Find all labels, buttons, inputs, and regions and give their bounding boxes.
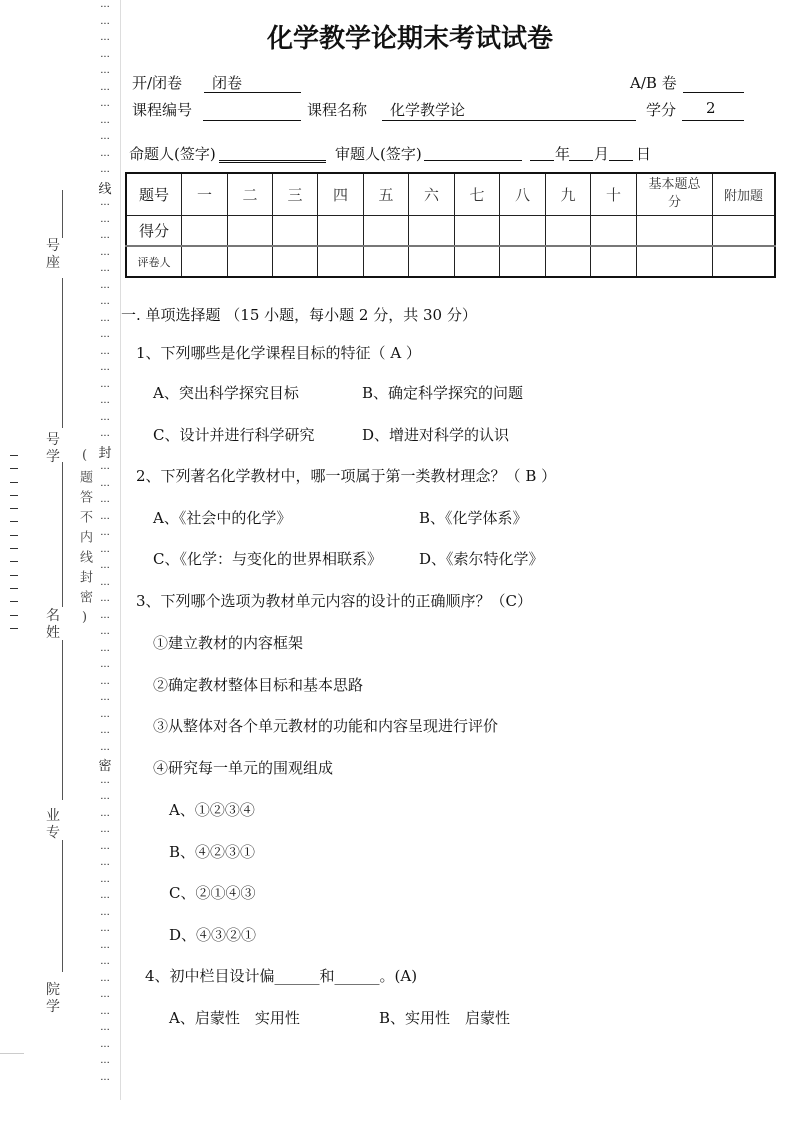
open-closed-value: 闭卷: [212, 74, 243, 92]
score-header-cell: 十: [591, 173, 637, 215]
score-input-cell[interactable]: [273, 246, 318, 277]
student-number-label: 号学: [46, 432, 60, 465]
answer-option: A、《社会中的化学》: [153, 509, 292, 527]
score-row-label: 评卷人: [126, 246, 182, 277]
dot-segment: ···: [100, 348, 110, 360]
score-input-cell[interactable]: [591, 246, 637, 277]
dot-segment: ···: [100, 959, 110, 970]
course-code-label: 课程编号: [132, 101, 193, 119]
answer-option: B、④②③①: [169, 843, 256, 861]
dot-segment: ···: [100, 398, 110, 409]
year-label: 年: [555, 145, 571, 163]
step-item: ③从整体对各个单元教材的功能和内容呈现进行评价: [153, 717, 499, 735]
dot-segment: ···: [100, 1058, 110, 1069]
dot-segment: ···: [100, 249, 110, 261]
dot-segment: ···: [100, 893, 110, 904]
dot-segment: ···: [100, 365, 110, 376]
answer-option: C、设计并进行科学研究: [153, 426, 315, 444]
dash: [10, 548, 18, 561]
score-input-cell[interactable]: [455, 246, 500, 277]
dot-segment: ···: [100, 563, 110, 574]
score-input-cell[interactable]: [182, 246, 228, 277]
step-item: ①建立教材的内容框架: [153, 634, 304, 652]
score-header-cell: 八: [500, 173, 546, 215]
dot-segment: ···: [100, 134, 110, 145]
dot-segment: ···: [100, 1041, 110, 1053]
dash: [10, 615, 18, 628]
section-heading: 一. 单项选择题 （15 小题，每小题 2 分，共 30 分）: [121, 306, 477, 324]
dot-segment: ···: [100, 513, 110, 525]
dot-segment: ···: [100, 266, 110, 277]
dot-segment: ···: [100, 431, 110, 442]
seal-line-mark: 线: [98, 181, 112, 197]
answer-option: D、④③②①: [169, 926, 257, 944]
margin-dashes: [10, 455, 20, 641]
dot-segment: ···: [100, 629, 110, 640]
dot-segment: ···: [100, 810, 110, 822]
dot-segment: ···: [100, 728, 110, 739]
dot-segment: ···: [100, 51, 110, 63]
dot-segment: ···: [100, 546, 110, 558]
score-input-cell[interactable]: [182, 215, 228, 246]
seat-number-label: 号座: [46, 238, 60, 271]
course-name-value: 化学教学论: [390, 101, 466, 119]
dash: [10, 561, 18, 574]
year-field[interactable]: [530, 159, 554, 161]
score-input-cell[interactable]: [318, 215, 364, 246]
margin-line: [62, 462, 63, 607]
score-input-cell[interactable]: [409, 246, 455, 277]
answer-option: D、增进对科学的认识: [362, 426, 510, 444]
score-input-cell[interactable]: [637, 215, 713, 246]
seal-line-mark: 封: [98, 445, 112, 461]
score-input-cell[interactable]: [409, 215, 455, 246]
answer-option: C、《化学：与变化的世界相联系》: [153, 550, 382, 568]
score-row-label: 得分: [126, 215, 182, 246]
day-field[interactable]: [609, 159, 633, 161]
dot-segment: ···: [100, 843, 110, 855]
dot-segment: ···: [100, 794, 110, 805]
score-input-cell[interactable]: [713, 215, 776, 246]
dot-segment: ···: [100, 2, 110, 13]
score-input-cell[interactable]: [546, 215, 591, 246]
underline: [683, 91, 744, 93]
score-header-cell: 九: [546, 173, 591, 215]
reviewer-label: 审题人(签字): [335, 145, 422, 163]
score-input-cell[interactable]: [273, 215, 318, 246]
dash: [10, 575, 18, 588]
question-stem: 4、初中栏目设计偏______和______。(A): [145, 967, 418, 985]
score-header-cell: 七: [455, 173, 500, 215]
dot-segment: ···: [100, 579, 110, 591]
dot-segment: ···: [100, 18, 110, 30]
month-label: 月: [594, 145, 610, 163]
score-input-cell[interactable]: [228, 215, 273, 246]
seal-notice: (密封线内不答题): [77, 448, 92, 632]
score-header-cell: 三: [273, 173, 318, 215]
seal-dotted-line: [97, 0, 113, 1089]
dot-segment: ···: [100, 1008, 110, 1020]
dash: [10, 521, 18, 534]
score-header-cell: 二: [228, 173, 273, 215]
answer-option: D、《索尔特化学》: [419, 550, 544, 568]
name-label: 名姓: [46, 608, 60, 641]
question-stem: 3、下列哪个选项为教材单元内容的设计的正确顺序？（C）: [136, 592, 533, 610]
dot-segment: ···: [100, 926, 110, 937]
dot-segment: ···: [100, 860, 110, 871]
dot-segment: ···: [100, 282, 110, 294]
college-label: 院学: [46, 982, 60, 1015]
credit-value: 2: [706, 99, 716, 117]
answer-option: A、启蒙性 实用性: [169, 1009, 300, 1027]
margin-line: [62, 190, 63, 238]
margin-line: [62, 840, 63, 972]
day-label: 日: [636, 145, 652, 163]
answer-option: A、突出科学探究目标: [153, 384, 299, 402]
dot-segment: ···: [100, 744, 110, 756]
dot-segment: ···: [100, 942, 110, 954]
dot-segment: ···: [100, 530, 110, 541]
dash: [10, 628, 18, 641]
score-input-cell[interactable]: [713, 246, 776, 277]
score-header-cell: 题号: [126, 173, 182, 215]
dot-segment: ···: [100, 1025, 110, 1036]
score-header-cell: 四: [318, 173, 364, 215]
dot-segment: ···: [100, 827, 110, 838]
dot-segment: ···: [100, 68, 110, 79]
open-closed-label: 开/闭卷: [132, 74, 183, 92]
dot-segment: ···: [100, 480, 110, 492]
dot-segment: ···: [100, 233, 110, 244]
dash: [10, 495, 18, 508]
month-field[interactable]: [569, 159, 593, 161]
answer-option: B、确定科学探究的问题: [362, 384, 524, 402]
dot-segment: ···: [100, 695, 110, 706]
corner-mark: [0, 1052, 24, 1054]
score-input-cell[interactable]: [228, 246, 273, 277]
score-input-cell[interactable]: [455, 215, 500, 246]
underline: [682, 119, 744, 121]
dot-segment: ···: [100, 167, 110, 178]
dash: [10, 482, 18, 495]
dot-segment: ···: [100, 711, 110, 723]
score-header-cell: 五: [364, 173, 409, 215]
answer-option: B、实用性 启蒙性: [379, 1009, 511, 1027]
question-stem: 1、下列哪些是化学课程目标的特征（ A ）: [136, 344, 421, 362]
question-stem: 2、下列著名化学教材中，哪一项属于第一类教材理念？（ B ）: [136, 467, 557, 485]
dot-segment: ···: [100, 975, 110, 987]
dot-segment: ···: [100, 381, 110, 393]
dot-segment: ···: [100, 200, 110, 211]
credit-label: 学分: [646, 101, 677, 119]
dot-segment: ···: [100, 117, 110, 129]
dot-segment: ···: [100, 299, 110, 310]
dot-segment: ···: [100, 414, 110, 426]
margin-line: [62, 278, 63, 428]
dot-segment: ···: [100, 1074, 110, 1086]
course-name-label: 课程名称: [307, 101, 368, 119]
dot-segment: ···: [100, 777, 110, 789]
dot-segment: ···: [100, 645, 110, 657]
dot-segment: ···: [100, 464, 110, 475]
dot-segment: ···: [100, 101, 110, 112]
reviewer-signature-field[interactable]: [424, 159, 522, 161]
answer-option: C、②①④③: [169, 884, 256, 902]
margin-line: [62, 640, 63, 800]
dash: [10, 508, 18, 521]
score-input-cell[interactable]: [546, 246, 591, 277]
dash: [10, 535, 18, 548]
dot-segment: ···: [100, 84, 110, 96]
dot-segment: ···: [100, 992, 110, 1003]
score-header-cell: 六: [409, 173, 455, 215]
page-title: 化学教学论期末考试试卷: [267, 24, 554, 54]
dot-segment: ···: [100, 150, 110, 162]
score-input-cell[interactable]: [364, 246, 409, 277]
dot-segment: ···: [100, 332, 110, 343]
score-input-cell[interactable]: [318, 246, 364, 277]
dot-segment: ···: [100, 909, 110, 921]
step-item: ②确定教材整体目标和基本思路: [153, 676, 364, 694]
answer-option: B、《化学体系》: [419, 509, 528, 527]
seal-line-mark: 密: [98, 759, 112, 774]
dot-segment: ···: [100, 315, 110, 327]
score-header-cell: 一: [182, 173, 228, 215]
dash: [10, 588, 18, 601]
dot-segment: ···: [100, 216, 110, 228]
margin-divider: [120, 0, 121, 1100]
dash: [10, 468, 18, 481]
answer-option: A、①②③④: [169, 801, 255, 819]
underline: [203, 119, 301, 121]
setter-signature-field[interactable]: [219, 159, 326, 163]
dash: [10, 601, 18, 614]
dot-segment: ···: [100, 596, 110, 607]
major-label: 业专: [46, 808, 60, 841]
score-input-cell[interactable]: [364, 215, 409, 246]
underline: [204, 91, 301, 93]
ab-label: A/B 卷: [630, 74, 677, 92]
dash: [10, 455, 18, 468]
score-header-cell: 附加题: [713, 173, 776, 215]
step-item: ④研究每一单元的围观组成: [153, 759, 334, 777]
dot-segment: ···: [100, 678, 110, 690]
dot-segment: ···: [100, 35, 110, 46]
setter-label: 命题人(签字): [129, 145, 216, 163]
score-input-cell[interactable]: [500, 246, 546, 277]
dot-segment: ···: [100, 497, 110, 508]
score-input-cell[interactable]: [637, 246, 713, 277]
score-input-cell[interactable]: [591, 215, 637, 246]
dot-segment: ···: [100, 876, 110, 888]
dot-segment: ···: [100, 612, 110, 624]
score-table: [125, 172, 776, 278]
dot-segment: ···: [100, 662, 110, 673]
underline: [382, 119, 636, 121]
score-header-cell: 基本题总分: [637, 173, 713, 215]
score-input-cell[interactable]: [500, 215, 546, 246]
